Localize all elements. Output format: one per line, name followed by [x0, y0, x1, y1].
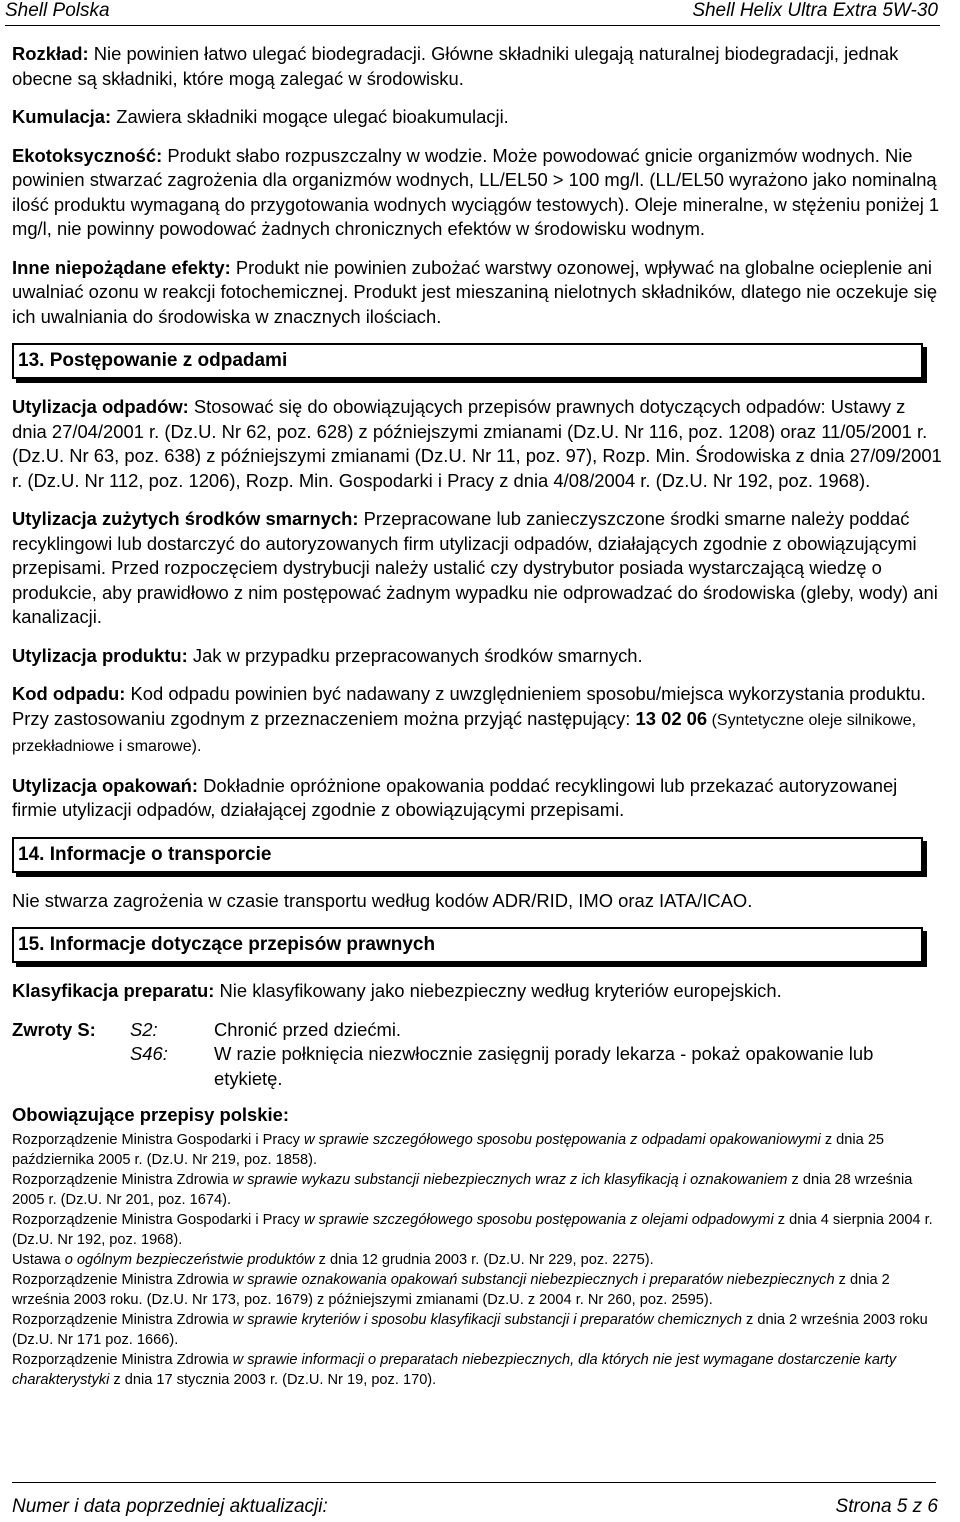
regulation-act: Ustawa [12, 1251, 65, 1268]
label-inne-efekty: Inne niepożądane efekty: [12, 256, 231, 278]
text-ekotoksycznosc: Produkt słabo rozpuszczalny w wodzie. Może powodować gnicie organizmów wodnych. Nie powinien stwarzać zagrożenia dla organizmów wodnych, LL/EL50 > 100 mg/l. (LL/EL50 wyrażono jako nominalną ilość produktu wymaganą do przygotowania wodnych wyciągów testowych). Oleje mineralne, w stężeniu poniżej 1 mg/l, nie powinny powodować żadnych chronicznych efektów w środowisku wodnym. [12, 144, 940, 239]
text-rozklad: Nie powinien łatwo ulegać biodegradacji. Główne składniki ulegają naturalnej biodegradacji, jednak obecne są składniki, które mogą zalegać w środowisku. [12, 43, 899, 89]
s-phrases-spacer [12, 1042, 130, 1091]
text-utylizacja-smarow: Przepracowane lub zanieczyszczone środki smarne należy poddać recyklingowi lub dostarczyć do autoryzowanych firm utylizacji odpadów, działających zgodnie z obowiązującymi przepisami. Przed rozpoczęciem dystrybucji należy ustalić czy dystrybutor posiada wystarczającą wiedzę o produkcie, aby prawidłowo z nim postępować żadnym wypadku nie odprowadzać do środowiska (gleby, wody) ani kanalizacji. [12, 508, 938, 627]
paragraph-utylizacja-smarow [12, 507, 942, 630]
label-rozklad: Rozkład: [12, 43, 89, 64]
text-kumulacja: Zawiera składniki mogące ulegać bioakumulacji. [111, 106, 509, 127]
regulations-list [12, 1130, 942, 1390]
paragraph-klasyfikacja [12, 979, 942, 1004]
paragraph-utylizacja-odpadow [12, 395, 942, 493]
regulation-subject: w sprawie kryteriów i sposobu klasyfikacji substancji i preparatów chemicznych [232, 1311, 742, 1328]
regulation-date: z dnia 2 września 2003 roku (Dz.U. Nr 171 poz. 1666). [12, 1311, 928, 1348]
regulation-item [12, 1170, 942, 1210]
text-klasyfikacja: Nie klasyfikowany jako niebezpieczny według kryteriów europejskich. [214, 980, 782, 1001]
regulation-act: Rozporządzenie Ministra Gospodarki i Pracy [12, 1131, 304, 1148]
waste-code: 13 02 06 [635, 707, 708, 729]
text-utylizacja-opakowan: Dokładnie opróżnione opakowania poddać recyklingowi lub przekazać autoryzowanej firmie utylizacji odpadów, działającej zgodnie z obowiązującymi przepisami. [12, 774, 898, 820]
waste-code-note: (Syntetyczne oleje silnikowe, przekładniowe i smarowe). [12, 711, 917, 755]
section-heading-15: 15. Informacje dotyczące przepisów prawnych [12, 927, 923, 963]
text-utylizacja-odpadow: Stosować się do obowiązujących przepisów prawnych dotyczących odpadów: Ustawy z dnia 27/04/2001 r. (Dz.U. Nr 62, poz. 628) z późniejszymi zmianami (Dz.U. Nr 116, poz. 1208) oraz 11/05/2001 r. (Dz.U. Nr 63, poz. 638) z późniejszymi zmianami (Dz.U. Nr 11, poz. 97), Rozp. Min. Środowiska z dnia 27/09/2001 r. (Dz.U. Nr 112, poz. 1206), Rozp. Min. Gospodarki i Pracy z dnia 4/08/2004 r. (Dz.U. Nr 192, poz. 1968). [12, 396, 942, 491]
regulation-act: Rozporządzenie Ministra Zdrowia [12, 1271, 233, 1288]
regulation-act: Rozporządzenie Ministra Zdrowia [12, 1171, 233, 1188]
paragraph-ekotoksycznosc [12, 144, 942, 242]
regulation-item [12, 1350, 942, 1390]
s-phrase-code: S2: [130, 1018, 158, 1040]
regulation-item [12, 1250, 942, 1270]
section-heading-14: 14. Informacje o transporcie [12, 837, 923, 873]
paragraph-rozklad [12, 42, 942, 91]
text-inne-efekty: Produkt nie powinien zubożać warstwy ozonowej, wpływać na globalne ocieplenie ani uwalniać ozonu w reakcji fotochemicznej. Produkt jest mieszaniną nielotnych składników, dlatego nie oczekuje się ich uwalniania do środowiska w znacznych ilościach. [12, 256, 938, 327]
s-phrase-text: Chronić przed dziećmi. [214, 1018, 402, 1040]
footer-revision-label: Numer i data poprzedniej aktualizacji: [12, 1496, 328, 1517]
regulation-subject: o ogólnym bezpieczeństwie produktów [64, 1251, 315, 1268]
paragraph-kod-odpadu [12, 682, 942, 760]
label-utylizacja-opakowan: Utylizacja opakowań: [12, 774, 198, 796]
s-phrase-code: S46: [130, 1043, 168, 1064]
regulation-act: Rozporządzenie Ministra Gospodarki i Pracy [12, 1211, 304, 1228]
paragraph-transport: Nie stwarza zagrożenia w czasie transportu według kodów ADR/RID, IMO oraz IATA/ICAO. [12, 889, 753, 911]
paragraph-kumulacja [12, 105, 942, 130]
header-company: Shell Polska [5, 0, 110, 21]
regulation-act: Rozporządzenie Ministra Zdrowia [12, 1351, 233, 1368]
header-product: Shell Helix Ultra Extra 5W-30 [692, 0, 938, 21]
regulation-date: z dnia 2 września 2003 roku. (Dz.U. Nr 173, poz. 1679) z późniejszymi zmianami (Dz.U. z 2004 r. Nr 260, poz. 2595). [12, 1271, 890, 1308]
s-phrase-text: W razie połknięcia niezwłocznie zasięgnij porady lekarza - pokaż opakowanie lub etykietę. [214, 1043, 874, 1089]
regulation-date: z dnia 4 sierpnia 2004 r. (Dz.U. Nr 192, poz. 1968). [12, 1211, 933, 1248]
regulation-item [12, 1310, 942, 1350]
regulation-subject: w sprawie szczegółowego sposobu postępowania z olejami odpadowymi [304, 1211, 774, 1228]
text-utylizacja-produktu: Jak w przypadku przepracowanych środków smarnych. [187, 644, 643, 666]
regulation-subject: w sprawie wykazu substancji niebezpiecznych wraz z ich klasyfikacją i oznakowaniem [232, 1171, 788, 1188]
label-kod-odpadu: Kod odpadu: [12, 683, 126, 704]
footer-page-number: Strona 5 z 6 [835, 1496, 938, 1517]
header-divider [5, 25, 940, 26]
label-kumulacja: Kumulacja: [12, 106, 112, 127]
paragraph-inne-efekty [12, 256, 942, 330]
page-header [0, 0, 960, 22]
label-utylizacja-produktu: Utylizacja produktu: [12, 644, 188, 666]
regulation-item [12, 1130, 942, 1170]
label-ekotoksycznosc: Ekotoksyczność: [12, 144, 163, 166]
regulation-item [12, 1210, 942, 1250]
regulation-subject: w sprawie informacji o preparatach niebezpiecznych, dla których nie jest wymagane dostarczenie karty charakterystyki [12, 1351, 897, 1388]
label-utylizacja-smarow: Utylizacja zużytych środków smarnych: [12, 508, 359, 529]
regulation-date: z dnia 17 stycznia 2003 r. (Dz.U. Nr 19, poz. 170). [109, 1371, 437, 1388]
label-utylizacja-odpadow: Utylizacja odpadów: [12, 396, 189, 417]
regulation-item [12, 1270, 942, 1310]
label-klasyfikacja: Klasyfikacja preparatu: [12, 980, 215, 1001]
text-kod-odpadu: Kod odpadu powinien być nadawany z uwzględnieniem sposobu/miejsca wykorzystania produktu. Przy zastosowaniu zgodnym z przeznaczeniem można przyjąć następujący: [12, 683, 926, 729]
regulation-subject: w sprawie szczegółowego sposobu postępowania z odpadami opakowaniowymi [304, 1131, 821, 1148]
section-heading-13: 13. Postępowanie z odpadami [12, 343, 923, 379]
s-phrases [12, 1018, 942, 1092]
regulation-date: z dnia 25 października 2005 r. (Dz.U. Nr 219, poz. 1858). [12, 1131, 885, 1168]
s-phrases-label: Zwroty S: [12, 1018, 96, 1040]
regulation-date: z dnia 12 grudnia 2003 r. (Dz.U. Nr 229, poz. 2275). [314, 1251, 654, 1268]
regulation-subject: w sprawie oznakowania opakowań substancji niebezpiecznych i preparatów niebezpiecznych [232, 1271, 835, 1288]
regulations-title: Obowiązujące przepisy polskie: [12, 1104, 289, 1125]
paragraph-utylizacja-produktu [12, 644, 942, 669]
regulation-act: Rozporządzenie Ministra Zdrowia [12, 1311, 233, 1328]
footer-divider [12, 1482, 936, 1483]
paragraph-utylizacja-opakowan [12, 774, 942, 823]
document-body [12, 42, 942, 1390]
regulation-date: z dnia 28 września 2005 r. (Dz.U. Nr 201, poz. 1674). [12, 1171, 913, 1208]
